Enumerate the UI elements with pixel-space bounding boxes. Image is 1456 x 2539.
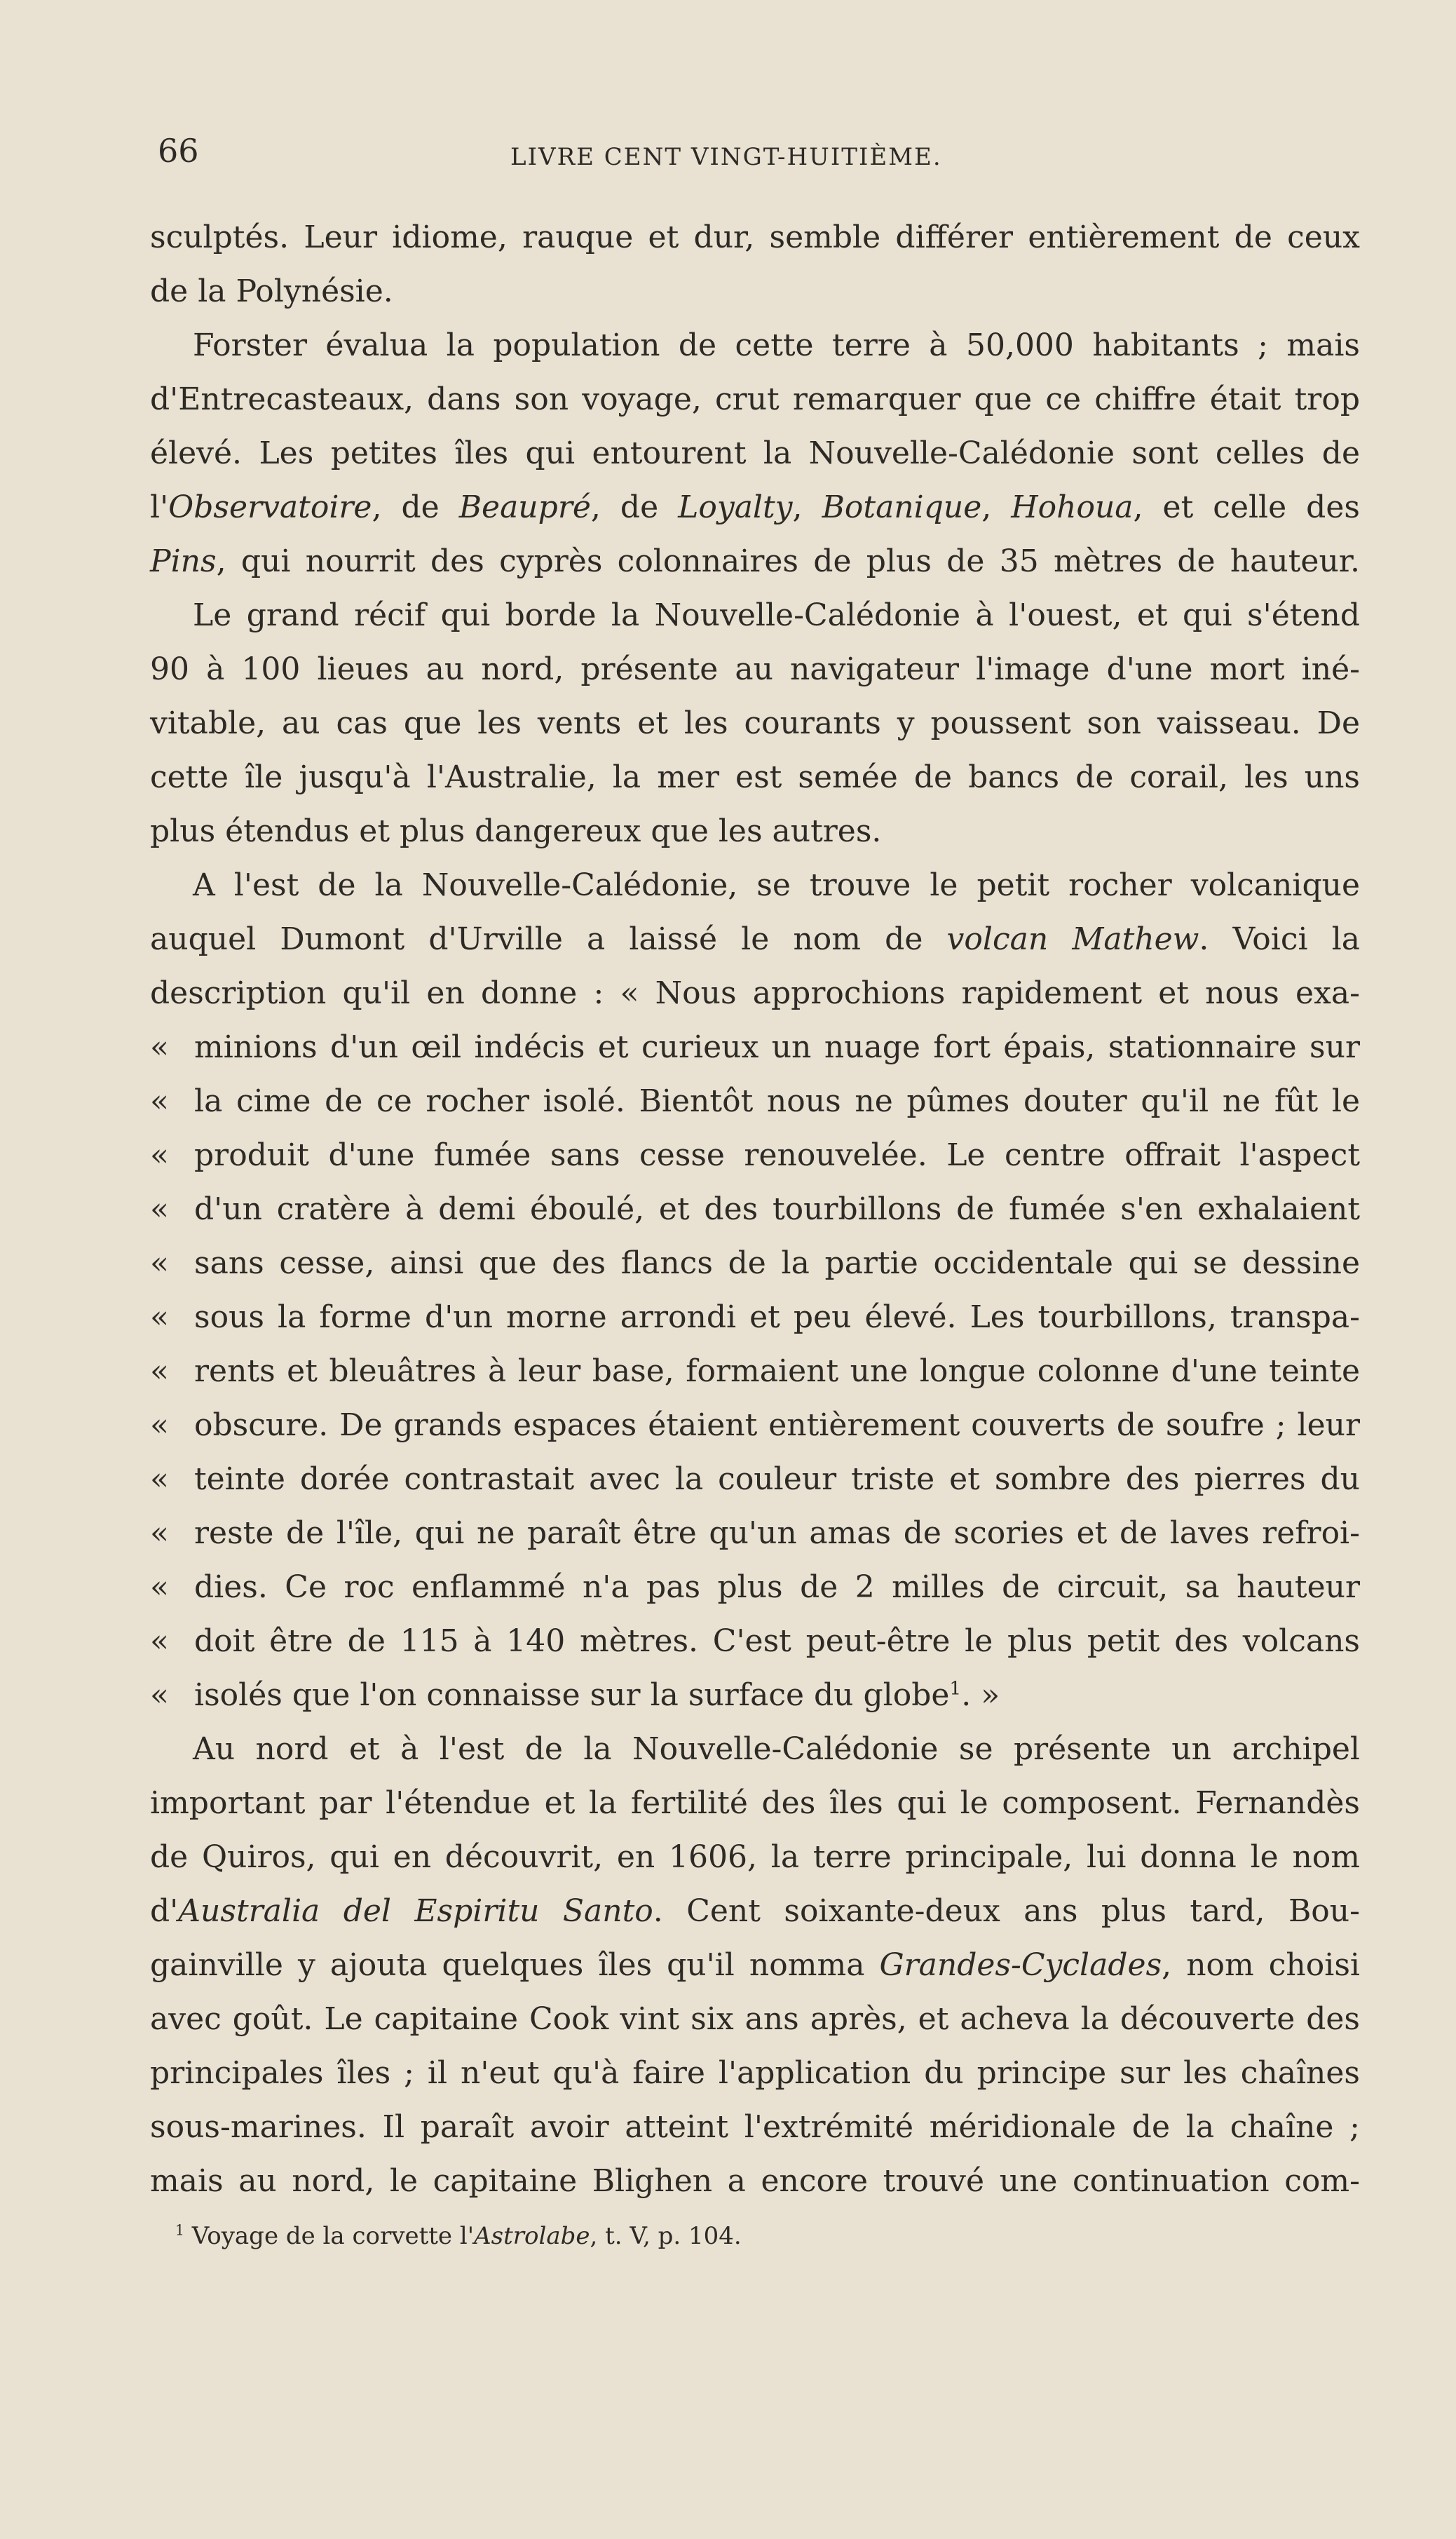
- text-run: d'un cratère à demi éboulé, et des tourbillons de fumée s'en exhalaient: [194, 1191, 1360, 1227]
- body-text: [150, 210, 1360, 2257]
- text-run: sculptés. Leur idiome, rauque et dur, semble différer entièrement de ceux: [150, 219, 1360, 255]
- quote-mark: «: [150, 1569, 169, 1605]
- quote-mark: «: [150, 1461, 169, 1497]
- text-run: doit être de 115 à 140 mètres. C'est peut-être le plus petit des volcans: [194, 1623, 1360, 1659]
- quote-mark: «: [150, 1299, 169, 1335]
- text-line: [150, 1884, 1360, 1938]
- text-run: Forster évalua la population de cette terre à 50,000 habitants ; mais: [193, 327, 1360, 363]
- italic-text: volcan Mathew: [946, 921, 1199, 957]
- text-run: isolés que l'on connaisse sur la surface du globe: [194, 1677, 950, 1713]
- text-run: de Quiros, qui en découvrit, en 1606, la terre principale, lui donna le nom: [150, 1839, 1360, 1875]
- quote-mark: «: [150, 1353, 169, 1389]
- text-run: sous-marines. Il paraît avoir atteint l'extrémité méridionale de la chaîne ;: [150, 2109, 1360, 2145]
- text-run: obscure. De grands espaces étaient entièrement couverts de soufre ; leur: [194, 1407, 1360, 1443]
- quote-mark: «: [150, 1029, 169, 1065]
- italic-text: Grandes-Cyclades: [879, 1947, 1162, 1983]
- text-run: produit d'une fumée sans cesse renouvelée. Le centre offrait l'aspect: [194, 1137, 1360, 1173]
- text-run: sous la forme d'un morne arrondi et peu élevé. Les tourbillons, transpa-: [194, 1299, 1360, 1335]
- text-run: , t. V, p. 104.: [590, 2222, 742, 2250]
- text-run: avec goût. Le capitaine Cook vint six ans après, et acheva la découverte des: [150, 2001, 1360, 2037]
- text-line: [150, 210, 1360, 264]
- text-run: mais au nord, le capitaine Blighen a encore trouvé une continuation com-: [150, 2163, 1360, 2199]
- text-run: ,: [792, 489, 822, 525]
- text-run: dies. Ce roc enflammé n'a pas plus de 2 milles de circuit, sa hauteur: [194, 1569, 1360, 1605]
- text-line: [150, 966, 1360, 1020]
- text-run: l': [150, 489, 169, 525]
- italic-text: Beaupré: [458, 489, 591, 525]
- footnote: [150, 2215, 1360, 2257]
- text-line: [150, 1452, 1360, 1506]
- text-run: . Cent soixante-deux ans plus tard, Bou-: [653, 1893, 1360, 1929]
- text-run: description qu'il en donne : « Nous approchions rapidement et nous exa-: [150, 975, 1360, 1011]
- text-run: minions d'un œil indécis et curieux un nuage fort épais, stationnaire sur: [194, 1029, 1360, 1065]
- text-line: [150, 1128, 1360, 1182]
- text-line: [150, 1722, 1360, 1776]
- text-line: [150, 642, 1360, 696]
- italic-text: Loyalty: [678, 489, 793, 525]
- text-line: [150, 1938, 1360, 1992]
- text-run: ,: [981, 489, 1012, 525]
- text-run: la cime de ce rocher isolé. Bientôt nous ne pûmes douter qu'il ne fût le: [194, 1083, 1360, 1119]
- text-run: , de: [372, 489, 459, 525]
- quote-mark: «: [150, 1083, 169, 1119]
- text-line: [150, 1020, 1360, 1074]
- text-line: [150, 2046, 1360, 2100]
- text-run: d': [150, 1893, 179, 1929]
- footnote-separator: [150, 2208, 1360, 2215]
- text-line: [150, 1776, 1360, 1830]
- text-line: [150, 1614, 1360, 1668]
- text-line: [150, 264, 1360, 318]
- text-run: 90 à 100 lieues au nord, présente au navigateur l'image d'une mort iné-: [150, 651, 1360, 687]
- text-run: de la Polynésie.: [150, 273, 393, 309]
- text-run: cette île jusqu'à l'Australie, la mer est semée de bancs de corail, les uns: [150, 759, 1360, 795]
- text-line: [150, 480, 1360, 534]
- text-run: principales îles ; il n'eut qu'à faire l'application du principe sur les chaînes: [150, 2055, 1360, 2091]
- text-line: [150, 372, 1360, 426]
- text-run: élevé. Les petites îles qui entourent la Nouvelle-Calédonie sont celles de: [150, 435, 1360, 471]
- text-line: [150, 858, 1360, 912]
- text-run: Au nord et à l'est de la Nouvelle-Calédonie se présente un archipel: [193, 1731, 1360, 1767]
- quote-mark: «: [150, 1191, 169, 1227]
- text-run: Voyage de la corvette l': [184, 2222, 475, 2250]
- text-run: reste de l'île, qui ne paraît être qu'un amas de scories et de laves refroi-: [194, 1515, 1360, 1551]
- text-line: [150, 1560, 1360, 1614]
- text-line: [150, 426, 1360, 480]
- italic-text: Astrolabe: [474, 2222, 590, 2250]
- text-line: [150, 1668, 1360, 1722]
- text-line: [150, 2100, 1360, 2154]
- text-line: [150, 750, 1360, 804]
- text-run: , qui nourrit des cyprès colonnaires de plus de 35 mètres de hauteur.: [216, 543, 1360, 579]
- quote-mark: «: [150, 1407, 169, 1443]
- text-line: [150, 318, 1360, 372]
- text-run: . Voici la: [1199, 921, 1361, 957]
- quote-mark: «: [150, 1245, 169, 1281]
- italic-text: Hohoua: [1011, 489, 1134, 525]
- text-line: [150, 534, 1360, 588]
- text-run: rents et bleuâtres à leur base, formaient une longue colonne d'une teinte: [194, 1353, 1360, 1389]
- text-run: A l'est de la Nouvelle-Calédonie, se trouve le petit rocher volcanique: [193, 867, 1360, 903]
- text-run: vitable, au cas que les vents et les courants y poussent son vaisseau. De: [150, 705, 1360, 741]
- text-line: [150, 1992, 1360, 2046]
- text-line: [150, 696, 1360, 750]
- text-run: , et celle des: [1133, 489, 1360, 525]
- footnote-marker: 1: [175, 2221, 184, 2239]
- italic-text: Australia del Espiritu Santo: [178, 1893, 653, 1929]
- text-run: sans cesse, ainsi que des flancs de la partie occidentale qui se dessine: [194, 1245, 1360, 1281]
- text-line: [150, 2154, 1360, 2208]
- text-line: [150, 1830, 1360, 1884]
- text-run: gainville y ajouta quelques îles qu'il nomma: [150, 1947, 880, 1983]
- page-number: 66: [158, 132, 199, 170]
- text-run: teinte dorée contrastait avec la couleur triste et sombre des pierres du: [194, 1461, 1360, 1497]
- footnote-marker: 1: [949, 1677, 962, 1700]
- quote-mark: «: [150, 1515, 169, 1551]
- quote-mark: «: [150, 1623, 169, 1659]
- text-run: . »: [961, 1677, 1000, 1713]
- text-run: d'Entrecasteaux, dans son voyage, crut remarquer que ce chiffre était trop: [150, 381, 1360, 417]
- text-line: [150, 804, 1360, 858]
- text-line: [150, 1344, 1360, 1398]
- text-line: [150, 1398, 1360, 1452]
- text-line: [150, 912, 1360, 966]
- text-run: , nom choisi: [1162, 1947, 1360, 1983]
- text-line: [150, 1182, 1360, 1236]
- text-line: [150, 1506, 1360, 1560]
- text-run: plus étendus et plus dangereux que les autres.: [150, 813, 882, 849]
- text-line: [150, 588, 1360, 642]
- quote-mark: «: [150, 1677, 169, 1713]
- text-line: [150, 1236, 1360, 1290]
- italic-text: Botanique: [822, 489, 982, 525]
- text-line: [150, 1290, 1360, 1344]
- text-run: , de: [590, 489, 679, 525]
- running-title: LIVRE CENT VINGT-HUITIÈME.: [510, 143, 942, 171]
- italic-text: Pins: [150, 543, 217, 579]
- italic-text: Observatoire: [168, 489, 372, 525]
- text-line: [150, 1074, 1360, 1128]
- quote-mark: «: [150, 1137, 169, 1173]
- text-run: Le grand récif qui borde la Nouvelle-Calédonie à l'ouest, et qui s'étend: [193, 597, 1360, 633]
- text-run: important par l'étendue et la fertilité des îles qui le composent. Fernandès: [150, 1785, 1360, 1821]
- text-run: auquel Dumont d'Urville a laissé le nom de: [150, 921, 947, 957]
